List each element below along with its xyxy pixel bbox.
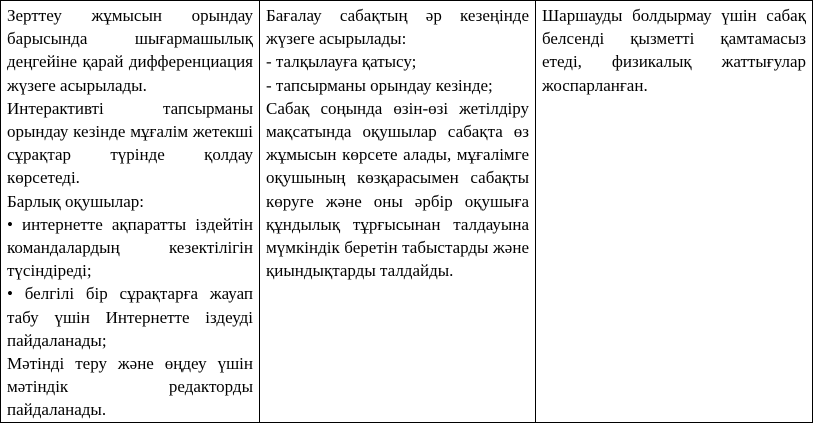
cell-paragraph: Зерттеу жұмысын орындау барысында шығармашылық деңгейіне қарай дифференциация жүзеге асырылады. xyxy=(7,6,253,95)
cell-paragraph: - талқылауға қатысу; xyxy=(266,52,417,72)
cell-paragraph: - тапсырманы орындау кезінде; xyxy=(266,75,493,95)
cell-paragraph: Сабақ соңында өзін-өзі жетілдіру мақсатында оқушылар сабақта өз жұмысын көрсете алады, мұғалімге оқушының көзқарасымен сабақты көруге және оны әрбір оқушыға құндылық тұрғысынан талдауына мүмкіндік беретін табыстарды және қиындықтарды талдайды. xyxy=(266,98,529,281)
bullet-item: • интернетте ақпаратты іздейтін командалардың кезектілігін түсіндіреді; xyxy=(7,214,253,281)
cell-paragraph: Бағалау сабақтың әр кезеңінде жүзеге асырылады: xyxy=(266,6,529,49)
differentiation-cell xyxy=(1,1,260,423)
cell-paragraph: Мәтінді теру және өңдеу үшін мәтіндік редакторды пайдаланады. xyxy=(7,354,253,420)
bullet-item: • белгілі бір сұрақтарға жауап табу үшін Интернетте іздеуді пайдаланады; xyxy=(7,284,253,350)
cell-paragraph: Интерактивті тапсырманы орындау кезінде мұғалім жетекші сұрақтар түрінде қолдау көрсетеді. xyxy=(7,98,253,188)
table-row xyxy=(1,1,813,423)
health-safety-cell xyxy=(536,1,813,423)
assessment-cell xyxy=(260,1,536,423)
cell-paragraph: Шаршауды болдырмау үшін сабақ белсенді қызметті қамтамасыз етеді, физикалық жаттығулар жоспарланған. xyxy=(542,6,806,95)
cell-paragraph: Барлық оқушылар: xyxy=(7,191,145,211)
